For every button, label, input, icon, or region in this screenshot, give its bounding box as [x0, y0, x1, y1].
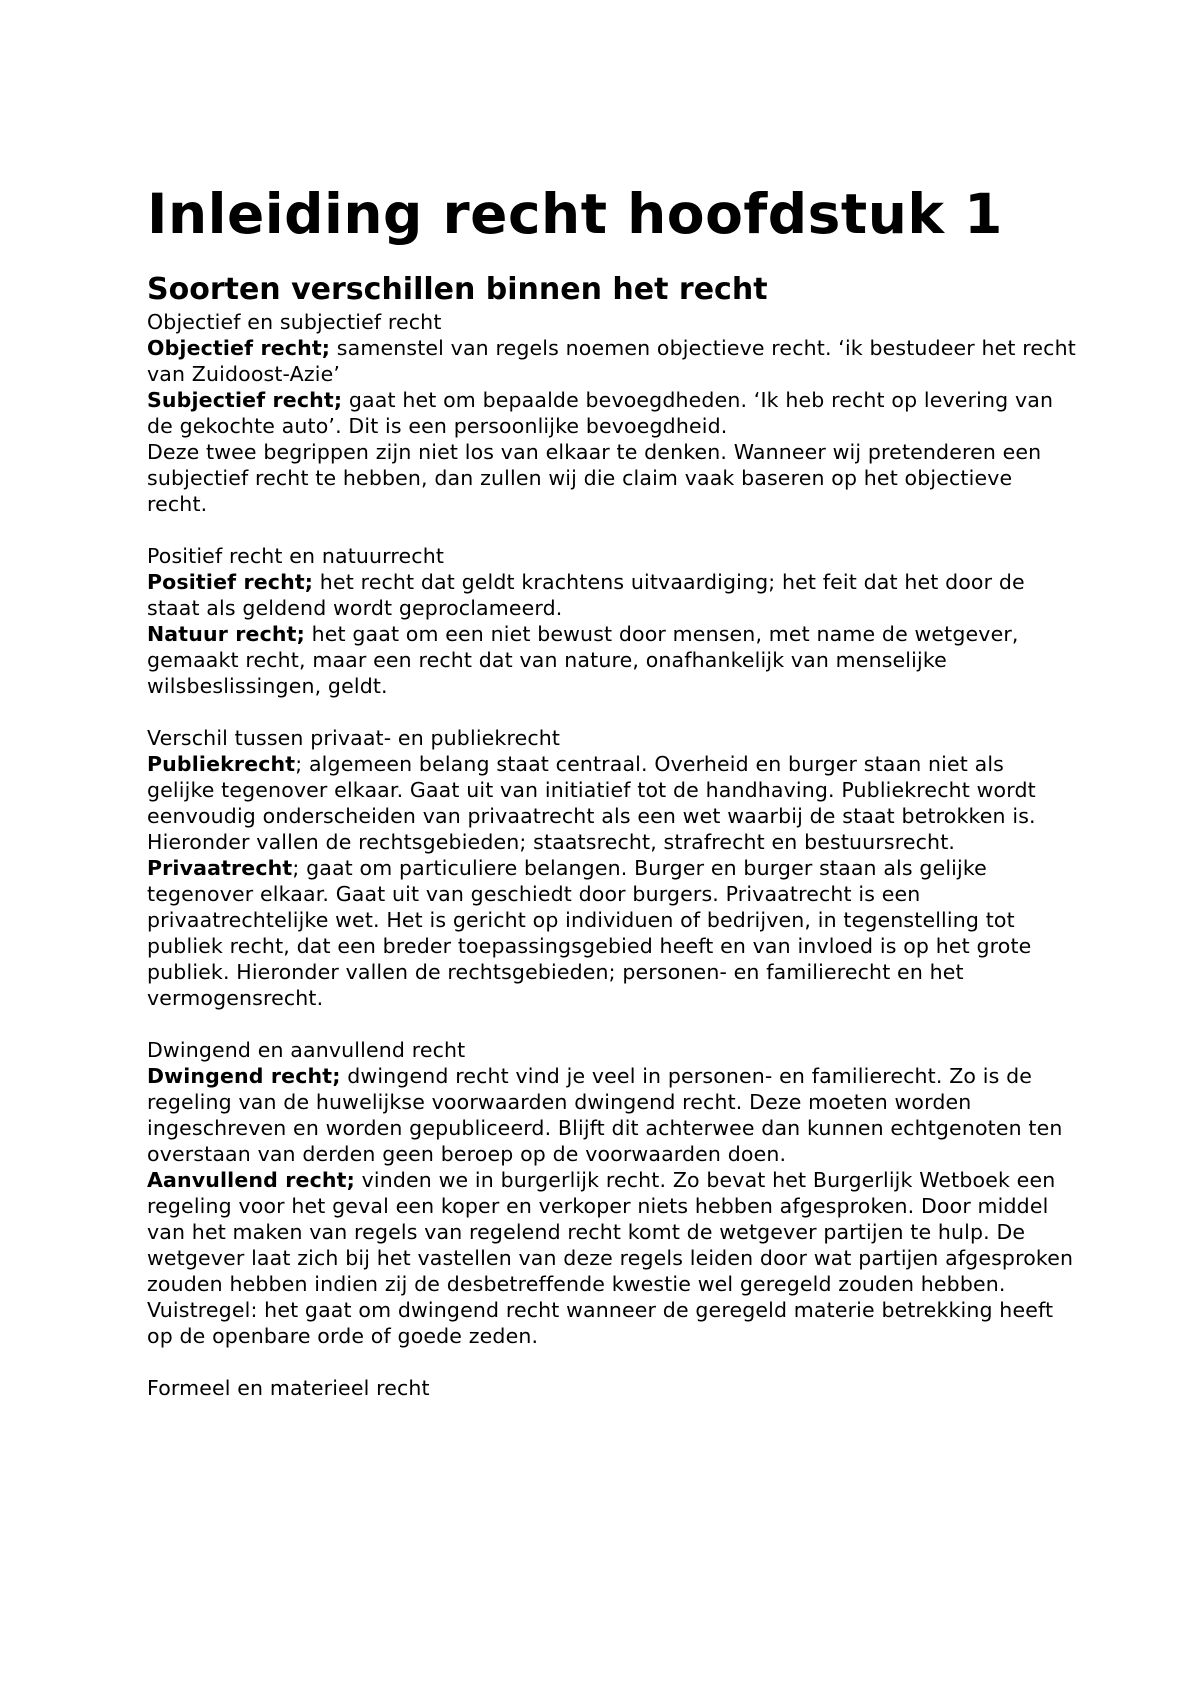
paragraph-text: dwingend recht vind je veel in personen- en familierecht. Zo is de regeling van de huwelijkse voorwaarden dwingend recht. Deze moeten worden ingeschreven en worden gepubliceerd. Blijft dit achterwee dan kunnen echtgenoten ten overstaan van derden geen beroep op de voorwaarden doen. [147, 1064, 1063, 1166]
paragraph [147, 1297, 1077, 1349]
paragraph-text: ; algemeen belang staat centraal. Overheid en burger staan niet als gelijke tegenover elkaar. Gaat uit van initiatief tot de handhaving. Publiekrecht wordt eenvoudig onderscheiden van privaatrecht als een wet waarbij de staat betrokken is. Hieronder vallen de rechtsgebieden; staatsrecht, strafrecht en bestuursrecht. [147, 752, 1036, 854]
paragraph-text: het recht dat geldt krachtens uitvaardiging; het feit dat het door de staat als geldend wordt geproclameerd. [147, 570, 1025, 620]
block-subheading: Objectief en subjectief recht [147, 310, 442, 334]
document-title: Inleiding recht hoofdstuk 1 [147, 182, 1003, 246]
paragraph [147, 855, 1077, 1011]
content-block [147, 543, 1077, 699]
block-subheading: Formeel en materieel recht [147, 1376, 430, 1400]
paragraph-text: gaat het om bepaalde bevoegdheden. ‘Ik heb recht op levering van de gekochte auto’. Dit is een persoonlijke bevoegdheid. [147, 388, 1054, 438]
paragraph [147, 439, 1077, 517]
paragraph [147, 1063, 1077, 1167]
term-label: Dwingend recht; [147, 1064, 341, 1088]
content-block [147, 725, 1077, 1011]
term-label: Natuur recht; [147, 622, 305, 646]
paragraph [147, 335, 1077, 387]
block-subheading: Dwingend en aanvullend recht [147, 1038, 466, 1062]
paragraph [147, 751, 1077, 855]
paragraph-text: het gaat om een niet bewust door mensen, met name de wetgever, gemaakt recht, maar een recht dat van nature, onafhankelijk van menselijke wilsbeslissingen, geldt. [147, 622, 1019, 698]
term-label: Privaatrecht [147, 856, 293, 880]
block-subheading: Positief recht en natuurrecht [147, 544, 445, 568]
section-heading: Soorten verschillen binnen het recht [147, 272, 768, 307]
content-block [147, 1375, 1077, 1401]
content-block [147, 1037, 1077, 1349]
paragraph [147, 621, 1077, 699]
document-body [147, 309, 1077, 1401]
paragraph-text: ; gaat om particuliere belangen. Burger en burger staan als gelijke tegenover elkaar. Gaat uit van geschiedt door burgers. Privaatrecht is een privaatrechtelijke wet. Het is gericht op individuen of bedrijven, in tegenstelling tot publiek recht, dat een breder toepassingsgebied heeft en van invloed is op het grote publiek. Hieronder vallen de rechtsgebieden; personen- en familierecht en het vermogensrecht. [147, 856, 1032, 1010]
term-label: Aanvullend recht; [147, 1168, 355, 1192]
paragraph [147, 569, 1077, 621]
paragraph-text: vinden we in burgerlijk recht. Zo bevat het Burgerlijk Wetboek een regeling voor het geval een koper en verkoper niets hebben afgesproken. Door middel van het maken van regels van regelend recht komt de wetgever partijen te hulp. De wetgever laat zich bij het vastellen van deze regels leiden door wat partijen afgesproken zouden hebben indien zij de desbetreffende kwestie wel geregeld zouden hebben. [147, 1168, 1074, 1296]
term-label: Publiekrecht [147, 752, 296, 776]
term-label: Objectief recht; [147, 336, 331, 360]
term-label: Positief recht; [147, 570, 314, 594]
paragraph [147, 1167, 1077, 1297]
paragraph [147, 387, 1077, 439]
document-page [147, 178, 1077, 1427]
paragraph-text: Vuistregel: het gaat om dwingend recht wanneer de geregeld materie betrekking heeft op de openbare orde of goede zeden. [147, 1298, 1054, 1348]
paragraph-text: samenstel van regels noemen objectieve recht. ‘ik bestudeer het recht van Zuidoost-Azie’ [147, 336, 1076, 386]
term-label: Subjectief recht; [147, 388, 343, 412]
content-block [147, 309, 1077, 517]
paragraph-text: Deze twee begrippen zijn niet los van elkaar te denken. Wanneer wij pretenderen een subjectief recht te hebben, dan zullen wij die claim vaak baseren op het objectieve recht. [147, 440, 1042, 516]
block-subheading: Verschil tussen privaat- en publiekrecht [147, 726, 561, 750]
